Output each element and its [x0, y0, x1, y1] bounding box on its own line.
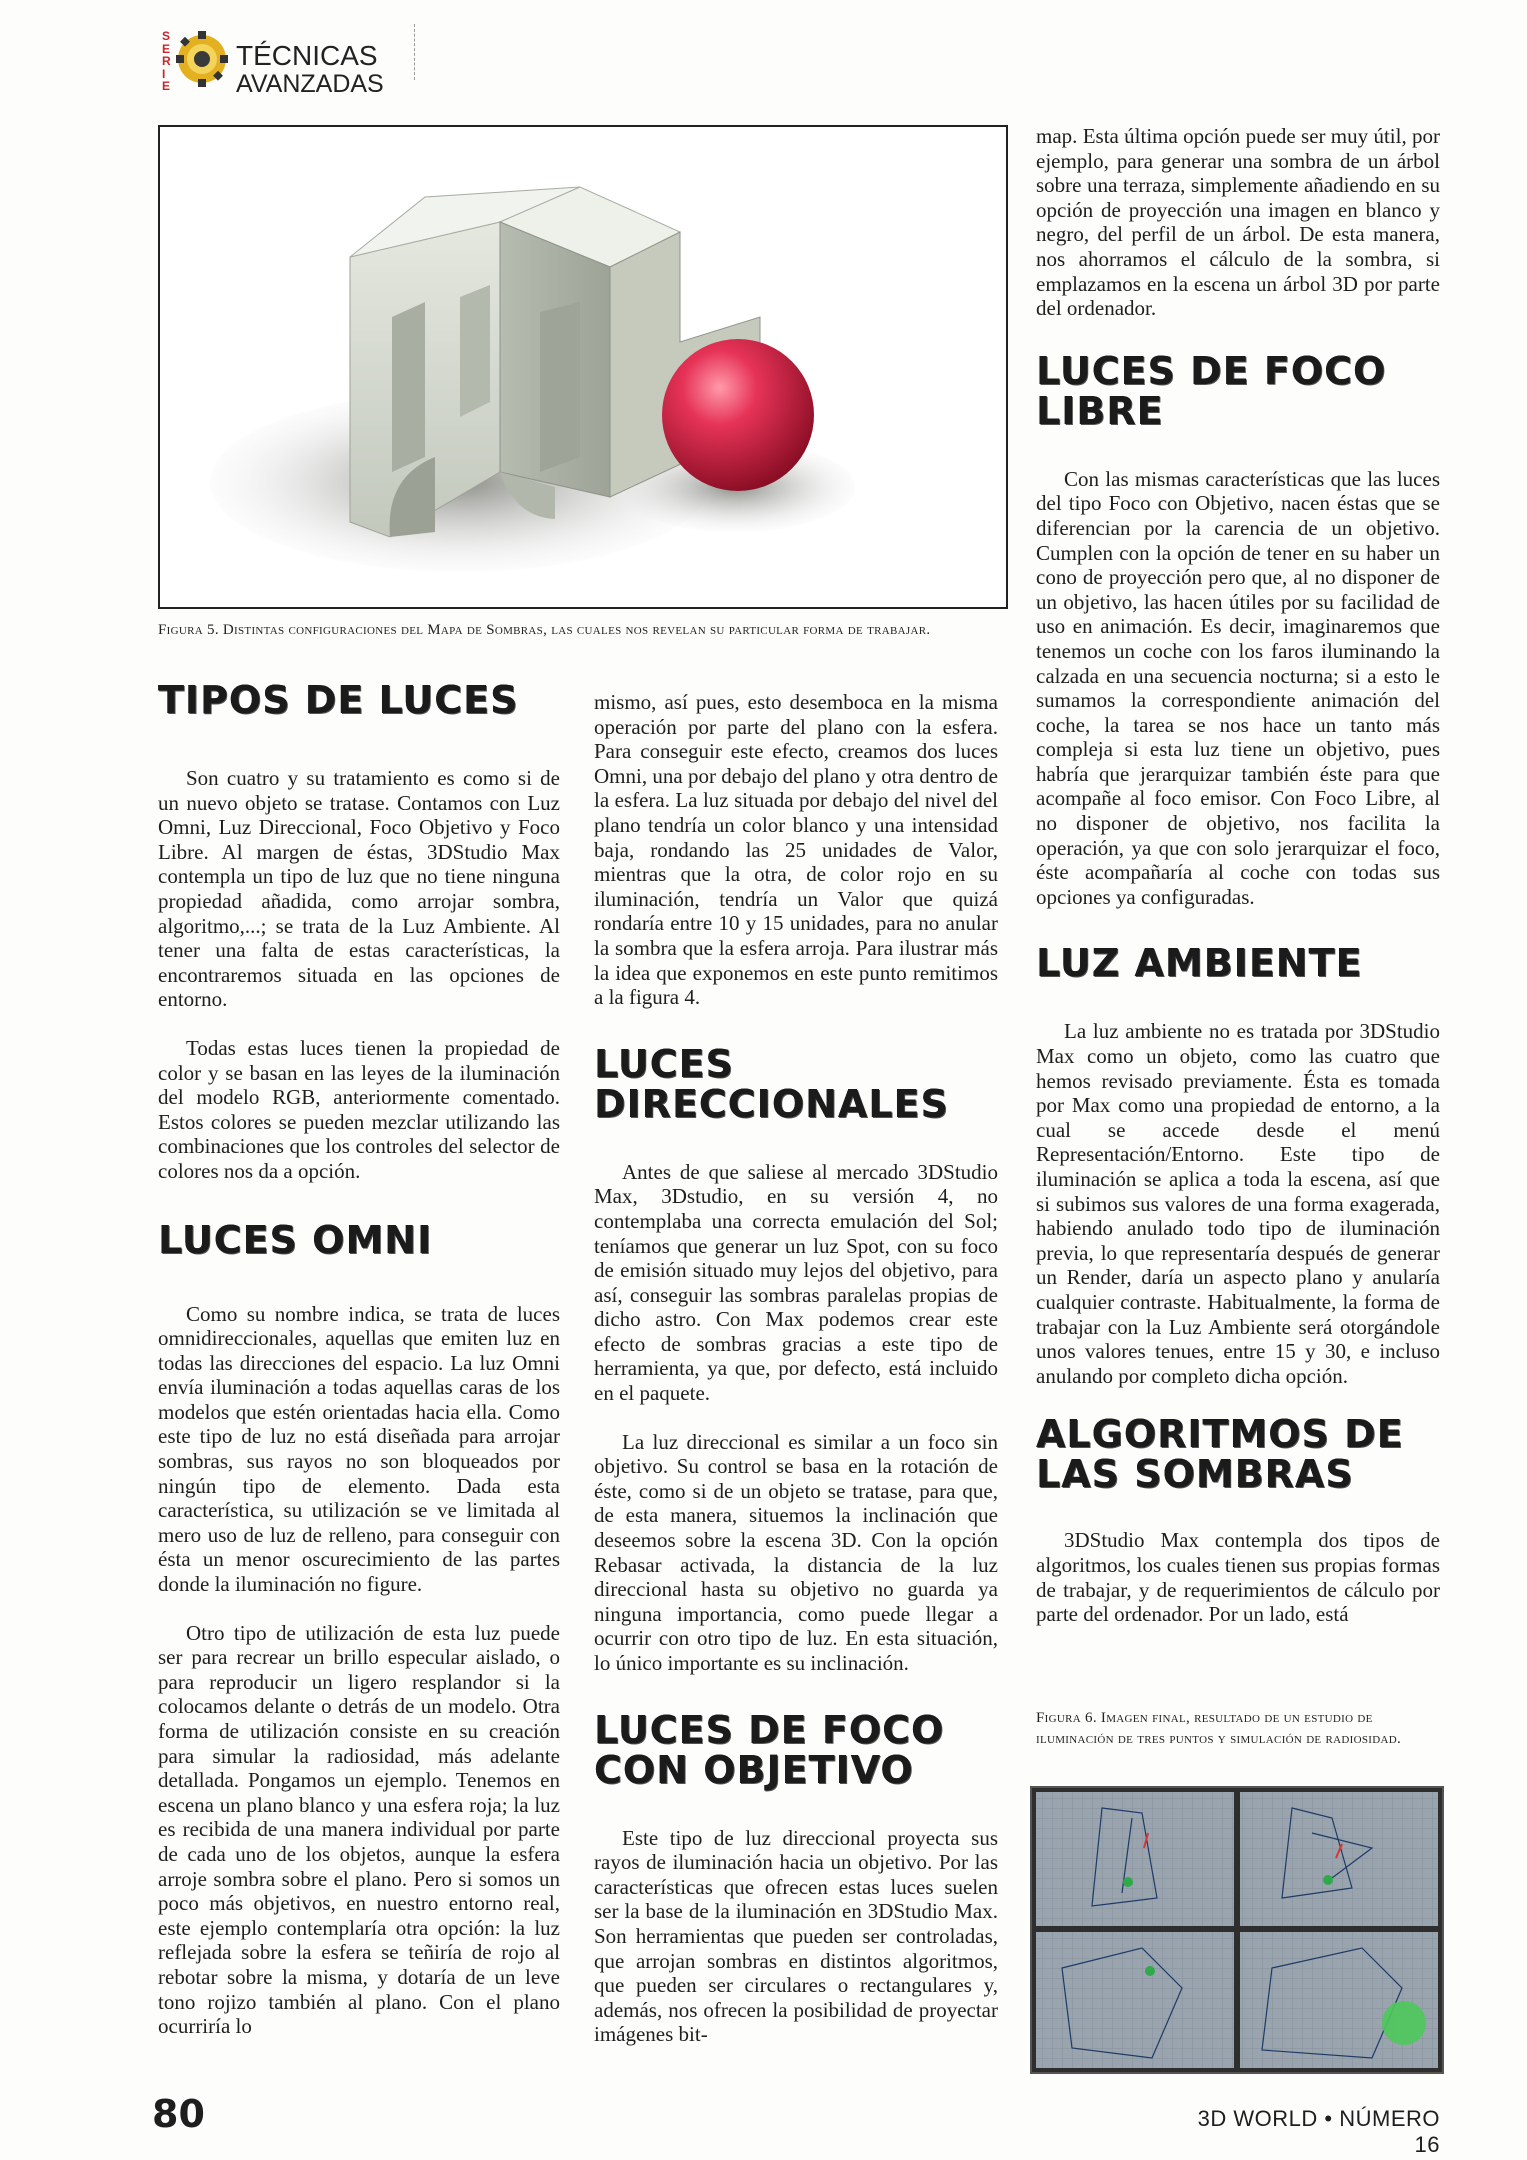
paragraph: Son cuatro y su tratamiento es como si de un nuevo objeto se tratase. Contamos con Luz Omni, Luz Direccional, Foco Objetivo y Foco Libre. Al margen de éstas, 3DStudio Max contempla un tipo de luz que no tiene ninguna propiedad añadida, como arrojar sombra, algoritmo,...; se trata de la Luz Ambiente. Al tener una falta de estas características, la encontraremos situada en las opciones de entorno. — [158, 766, 560, 1012]
heading-luz-ambiente: LUZ AMBIENTE — [1036, 941, 1363, 986]
figure-6-caption: Figura 6. Imagen final, resultado de un estudio de iluminación de tres puntos y simulación de radiosidad. — [1036, 1710, 1401, 1747]
heading-luces-omni: LUCES OMNI — [158, 1217, 433, 1262]
cog-emblem-icon — [174, 28, 232, 90]
publication-footer: 3D WORLD • NÚMERO 16 — [1197, 2106, 1440, 2157]
paragraph: Todas estas luces tienen la propiedad de color y se basan en las leyes de la iluminación del modelo RGB, anteriormente comentado. Estos colores se pueden mezclar utilizando las combinaciones que los controles del selector de colores nos da a opción. — [158, 1035, 560, 1183]
figure-5-caption: Figura 5. Distintas configuraciones del Mapa de Sombras, las cuales nos revelan su particular forma de trabajar. — [158, 622, 931, 638]
body-text — [1036, 124, 1440, 321]
heading-luces-de-foco-con-objetivo: LUCES DE FOCO CON OBJETIVO — [594, 1707, 945, 1792]
heading-tipos-de-luces: TIPOS DE LUCES — [158, 678, 519, 722]
body-text — [594, 690, 998, 1010]
column-2 — [594, 690, 998, 2047]
paragraph: Con las mismas características que las luces del tipo Foco con Objetivo, nacen éstas que se diferencian por la carencia de un objetivo. Cumplen con la opción de tener en su haber un cono de proyección pero que, al no disponer de un objetivo, las hacen útiles por su facilidad de uso en animación. Es decir, imaginaremos que tenemos un coche con los faros iluminando la calzada en una secuencia nocturna; si a esto le sumamos la correspondiente animación del coche, la tarea se nos hace un tanto más compleja si esta luz tiene un objetivo, pues habría que jerarquizar también éste para que acompañe al foco emisor. Con Foco Libre, al no disponer de objetivo, nos facilita la operación, ya que con solo jerarquizar el foco, éste acompañaría al coche con todas sus opciones ya configuradas. — [1036, 466, 1440, 909]
series-vertical-label: S E R I E — [162, 29, 171, 93]
heading-luces-direccionales: LUCES DIRECCIONALES — [594, 1041, 949, 1126]
heading-algoritmos-de-las-sombras: ALGORITMOS DE LAS SOMBRAS — [1036, 1412, 1404, 1497]
paragraph: Como su nombre indica, se trata de luces omnidireccionales, aquellas que emiten luz en todas las direcciones del espacio. La luz Omni envía iluminación a todas aquellas caras de los modelos que estén orientadas hacia ella. Como este tipo de luz no está diseñada para arrojar sombras, sus rayos no son bloqueados por ningún tipo de elemento. Dada esta característica, su utilización se ve limitada al mero uso de luz de relleno, para conseguir con ésta un menor oscurecimiento de las partes donde la iluminación no figure. — [158, 1301, 560, 1597]
heading-luces-de-foco-libre: LUCES DE FOCO LIBRE — [1036, 348, 1387, 433]
page-number: 80 — [152, 2092, 205, 2136]
figure-6-viewports — [1032, 1788, 1442, 2072]
body-text — [594, 1826, 998, 2047]
paragraph: Antes de que saliese al mercado 3DStudio Max, 3Dstudio, en su versión 4, no contemplaba una correcta emulación del Sol; teníamos que generar un luz Spot, con su foco de emisión situado muy lejos del objetivo, para así, conseguir las sombras paralelas propias de dicho astro. Con Max podemos crear este efecto de sombras gracias a este tipo de herramienta, ya que, por defecto, está incluido en el paquete. — [594, 1159, 998, 1406]
paragraph: mismo, así pues, esto desemboca en la misma operación por parte del plano con la esfera. Para conseguir este efecto, creamos dos luces Omni, una por debajo del plano y otra dentro de la esfera. La luz situada por debajo del nivel del plano tendría un color blanco y una intensidad baja, rondando las 25 unidades de Valor, mientras que la otra, de color rojo en su iluminación, tendría un Valor que quizá rondaría entre 10 y 15 unidades, para no anular la sombra que la esfera arroja. Para ilustrar más la idea que exponemos en este punto remitimos a la figura 4. — [594, 690, 998, 1010]
column-3 — [1036, 124, 1440, 1627]
series-logo — [158, 24, 418, 96]
logo-frame-line — [414, 24, 416, 80]
logo-title-line2: AVANZADAS — [236, 70, 384, 98]
paragraph: map. Esta última opción puede ser muy útil, por ejemplo, para generar una sombra de un árbol sobre una terraza, simplemente añadiendo en su opción de proyección una imagen en blanco y negro, del perfil de un árbol. De esta manera, nos ahorramos el cálculo de la sombra, si emplazamos en la escena un árbol 3D por parte del ordenador. — [1036, 124, 1440, 321]
column-1 — [158, 680, 560, 2039]
figure-5-frame — [158, 125, 1008, 609]
body-text — [1036, 1019, 1440, 1388]
body-text — [158, 766, 560, 1184]
logo-title-line1: TÉCNICAS — [236, 40, 378, 71]
body-text — [158, 1302, 560, 2039]
figure-5-render — [160, 127, 1006, 607]
paragraph: 3DStudio Max contempla dos tipos de algoritmos, los cuales tienen sus propias formas de trabajar, y de requerimientos de cálculo por parte del ordenador. Por un lado, está — [1036, 1528, 1440, 1627]
body-text — [1036, 1528, 1440, 1626]
paragraph: Otro tipo de utilización de esta luz puede ser para recrear un brillo especular aislado, o para reproducir un ligero resplandor si la colocamos delante o detrás de un modelo. Otra forma de utilización consiste en su creación para simular la radiosidad, más adelante detallada. Pongamos un ejemplo. Tenemos en escena un plano blanco y una esfera roja; la luz es recibida de una manera individual por parte de cada uno de los objetos, aunque la esfera arroje sombra sobre el plano. Pero si somos un poco más objetivos, en nuestro entorno real, este ejemplo contemplaría otra opción: la luz reflejada sobre la esfera se teñiría de rojo al rebotar sobre la misma, y dotaría de un leve tono rojizo también al plano. Con el plano ocurriría lo — [158, 1620, 560, 2039]
paragraph: Este tipo de luz direccional proyecta sus rayos de iluminación hacia un objetivo. Por las características que ofrecen estas luces suelen ser la base de la iluminación en 3DStudio Max. Son herramientas que pueden ser controladas, que arrojan sombras en distintos algoritmos, que pueden ser circulares o rectangulares y, además, nos ofrecen la posibilidad de proyectar imágenes bit- — [594, 1825, 998, 2047]
figure-6-frame — [1030, 1786, 1444, 2074]
body-text — [1036, 467, 1440, 910]
paragraph: La luz direccional es similar a un foco sin objetivo. Su control se basa en la rotación de éste, como si de un objeto se tratase, para que, de esta manera, situemos la inclinación que deseemos sobre la escena 3D. Con la opción Rebasar activada, la distancia de la luz direccional hasta su objetivo no guarda ya ninguna importancia, como puede llegar a ocurrir con otro tipo de luz. En esta situación, lo único importante es su inclinación. — [594, 1429, 998, 1675]
paragraph: La luz ambiente no es tratada por 3DStudio Max como un objeto, como las cuatro que hemos revisado previamente. Ésta es tomada por Max como una propiedad de entorno, a la cual se accede desde el menú Representación/Entorno. Este tipo de iluminación se aplica a toda la escena, así que si subimos sus valores de una forma exagerada, habiendo anulado todo tipo de iluminación previa, lo que representaría después de generar un Render, daría un aspecto plano y anularía cualquier contraste. Habitualmente, la forma de trabajar con la Luz Ambiente será otorgándole unos valores tenues, entre 15 y 30, e incluso anulando por completo dicha opción. — [1036, 1019, 1440, 1388]
body-text — [594, 1160, 998, 1676]
